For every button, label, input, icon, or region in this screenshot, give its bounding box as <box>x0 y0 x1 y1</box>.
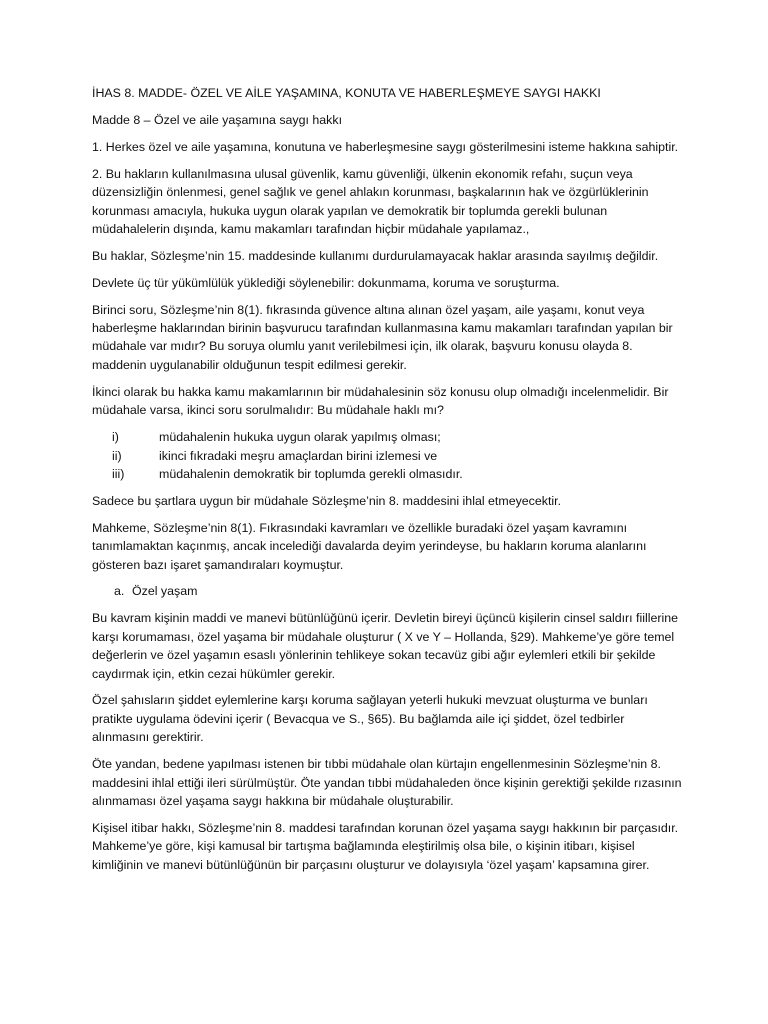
body-paragraph: Sadece bu şartlara uygun bir müdahale Sözleşme’nin 8. maddesini ihlal etmeyecektir. <box>92 493 562 508</box>
document-title: İHAS 8. MADDE- ÖZEL VE AİLE YAŞAMINA, KONUTA VE HABERLEŞMEYE SAYGI HAKKI <box>92 86 601 100</box>
body-paragraph: Kişisel itibar hakkı, Sözleşme’nin 8. maddesi tarafından korunan özel yaşama saygı hakkının bir parçasıdır. Mahkeme’ye göre, kişi kamusal bir tartışma bağlamında eleştirilmiş olsa bile, o kişinin itibarı, kişisel kimliğinin ve manevi bütünlüğünün bir parçasını oluşturur ve dolayısıyla ‘özel yaşam’ kapsamına girer. <box>92 820 679 872</box>
list-item <box>92 447 682 465</box>
criteria-list <box>92 428 682 483</box>
body-paragraph: Öte yandan, bedene yapılması istenen bir tıbbi müdahale olan kürtajın engellenmesinin Sözleşme’nin 8. maddesini ihlal ettiği ileri sürülmüştür. Öte yandan tıbbi müdahaleden önce kişinin gerektiği şekilde rızasının alınmaması özel yaşama saygı hakkına bir müdahale oluşturabilir. <box>92 757 682 808</box>
list-item-number: iii) <box>112 466 125 481</box>
body-paragraph: Birinci soru, Sözleşme’nin 8(1). fıkrasında güvence altına alınan özel yaşam, aile yaşamı, konut veya haberleşme haklarından birinin başvurucu tarafından kullanmasına kamu makamları tarafından yapılan bir müdahale var mıdır? Bu soruya olumlu yanıt verilebilmesi için, ilk olarak, başvuru konusu olayda 8. maddenin uygulanabilir olduğunun tespit edilmesi gerekir. <box>92 302 673 372</box>
list-item-number: ii) <box>112 448 122 463</box>
list-item-number: i) <box>112 430 119 445</box>
list-item-text: müdahalenin demokratik bir toplumda gerekli olmasıdır. <box>159 466 463 481</box>
body-paragraph: Bu kavram kişinin maddi ve manevi bütünlüğünü içerir. Devletin bireyi üçüncü kişilerin cinsel saldırı fiillerine karşı korumaması, özel yaşama bir müdahale oluşturur ( X ve Y – Hollanda, §29). Mahkeme’ye göre temel değerlerin ve özel yaşamın esaslı yönlerinin tehlikeye sokan tecavüz gibi ağır eylemleri etkili bir şekilde caydırmak için, etkin cezai hükümler gerekir. <box>92 611 679 681</box>
article-heading: Madde 8 – Özel ve aile yaşamına saygı hakkı <box>92 112 343 127</box>
subheading-text: Özel yaşam <box>132 584 198 599</box>
body-paragraph: Mahkeme, Sözleşme’nin 8(1). Fıkrasındaki kavramları ve özellikle buradaki özel yaşam kavramını tanımlamaktan kaçınmış, ancak incelediği davalarda deyim yerindeyse, bu hakların koruma alanlarını gösteren bazı işaret şamandıraları koymuştur. <box>92 520 647 572</box>
article-paragraph-2: 2. Bu hakların kullanılmasına ulusal güvenlik, kamu güvenliği, ülkenin ekonomik refahı, suçun veya düzensizliğin önlenmesi, genel sağlık ve genel ahlakın korunması, başkalarının hak ve özgürlüklerinin korunması amacıyla, hukuka uygun olarak yapılan ve demokratik bir toplumda gerekli bulunan müdahalelerin dışında, kamu makamları tarafından hiçbir müdahale yapılamaz., <box>92 166 649 236</box>
section-subheading <box>92 582 682 600</box>
body-paragraph: İkinci olarak bu hakka kamu makamlarının bir müdahalesinin söz konusu olup olmadığı incelenmelidir. Bir müdahale varsa, ikinci soru sorulmalıdır: Bu müdahale haklı mı? <box>92 384 669 418</box>
article-paragraph-1: 1. Herkes özel ve aile yaşamına, konutuna ve haberleşmesine saygı gösterilmesini isteme hakkına sahiptir. <box>92 139 679 154</box>
list-item <box>92 428 682 446</box>
list-item-text: ikinci fıkradaki meşru amaçlardan birini izlemesi ve <box>159 448 438 463</box>
document-page <box>92 84 682 883</box>
list-item <box>92 465 682 483</box>
subheading-number: a. <box>114 584 125 599</box>
body-paragraph: Devlete üç tür yükümlülük yüklediği söylenebilir: dokunmama, koruma ve soruşturma. <box>92 275 560 290</box>
list-item-text: müdahalenin hukuka uygun olarak yapılmış olması; <box>159 430 441 445</box>
body-paragraph: Özel şahısların şiddet eylemlerine karşı koruma sağlayan yeterli hukuki mevzuat oluşturma ve bunları pratikte uygulama ödevini içerir ( Bevacqua ve S., §65). Bu bağlamda aile içi şiddet, özel tedbirler alınmasını gerektirir. <box>92 693 648 745</box>
body-paragraph: Bu haklar, Sözleşme’nin 15. maddesinde kullanımı durdurulamayacak haklar arasında sayılmış değildir. <box>92 248 659 263</box>
